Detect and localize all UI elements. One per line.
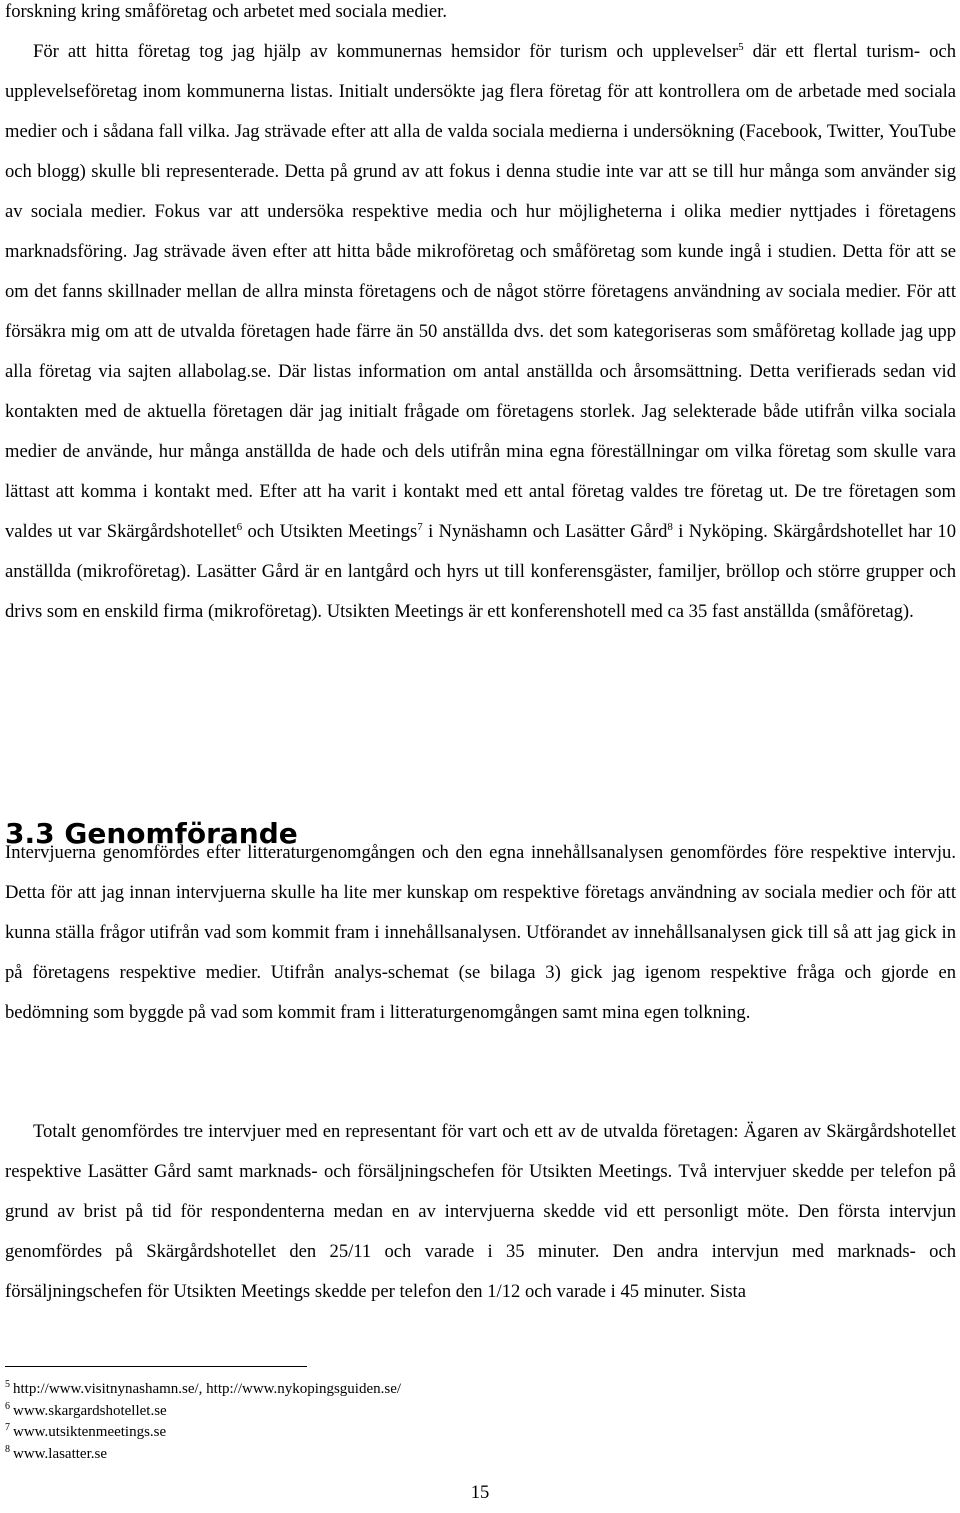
section-number: 3.3: [5, 817, 55, 850]
footnote-number: 8: [5, 1443, 10, 1455]
footnote-ref-8: 8: [667, 520, 673, 533]
footnote-number: 6: [5, 1400, 10, 1412]
paragraph-continuation: forskning kring småföretag och arbetet med sociala medier.: [5, 1, 447, 22]
paragraph-text: För att hitta företag tog jag hjälp av kommunernas hemsidor för turism och upplevelser: [33, 41, 739, 62]
footnote-7: [5, 1422, 401, 1444]
footnote-separator: [5, 1366, 307, 1367]
section-title: Genomförande: [64, 817, 298, 850]
paragraph-text: där ett flertal turism- och upplevelseföretag inom kommunerna listas. Initialt undersökte jag flera företag för att kontrollera om de arbetade med sociala medier och i sådana fall vilka. Jag strävade efter att alla de valda sociala medierna i undersökning (Facebook, Twitter, YouTube och blogg) skulle bli representerade. Detta på grund av att fokus i denna studie inte var att se till hur många som använder sig av sociala medier. Fokus var att undersöka respektive media och hur möjligheterna i olika medier nyttjades i företagens marknadsföring. Jag strävade även efter att hitta både mikroföretag och småföretag som kunde ingå i studien. Detta för att se om det fanns skillnader mellan de allra minsta företagens och de något större företagens användning av sociala medier. För att försäkra mig om att de utvalda företagen hade färre än 50 anställda dvs. det som kategoriseras som småföretag kollade jag upp alla företag via sajten allabolag.se. Där listas information om antal anställda och årsomsättning. Detta verifierads sedan vid kontakten med de aktuella företagen där jag initialt frågade om företagens storlek. Jag selekterade både utifrån vilka sociala medier de använde, hur många anställda de hade och dels utifrån mina egna föreställningar om vilka företag som skulle vara lättast att komma i kontakt med. Efter att ha varit i kontakt med ett antal företag valdes tre företag ut. De tre företagen som valdes ut var Skärgårdshotellet: [5, 41, 957, 542]
footnote-text: www.utsiktenmeetings.se: [13, 1424, 167, 1440]
body-paragraph-1: [5, 0, 956, 632]
footnote-ref-6: 6: [236, 520, 243, 533]
paragraph-text: och Utsikten Meetings: [242, 521, 418, 542]
footnote-6: [5, 1401, 401, 1423]
footnote-8: [5, 1444, 401, 1466]
footnote-text: http://www.visitnynashamn.se/, http://www.nykopingsguiden.se/: [13, 1381, 402, 1397]
footnote-number: 7: [5, 1422, 10, 1433]
paragraph-text: i Nynäshamn och Lasätter Gård: [422, 521, 668, 542]
paragraph-text: i Nyköping. Skärgårdshotellet har 10 anställda (mikroföretag). Lasätter Gård är en lantgård och hyrs ut till konferensgäster, familjer, bröllop och större grupper och drivs som en enskild firma (mikroföretag). Utsikten Meetings är ett konferenshotell med ca 35 fast anställda (småföretag).: [5, 521, 957, 622]
footnote-5: [5, 1379, 401, 1401]
footnote-ref-7: 7: [417, 520, 423, 533]
footnote-number: 5: [5, 1379, 10, 1390]
footnote-text: www.lasatter.se: [13, 1445, 107, 1462]
body-paragraph-2: Intervjuerna genomfördes efter litteraturgenomgången och den egna innehållsanalysen genomfördes före respektive intervju. Detta för att jag innan intervjuerna skulle ha lite mer kunskap om respektive företags användning av sociala medier och för att kunna ställa frågor utifrån vad som kommit fram i innehållsanalysen. Utförandet av innehållsanalysen gick till så att jag gick in på företagens respektive medier. Utifrån analys-schemat (se bilaga 3) gick jag igenom respektive fråga och gjorde en bedömning som byggde på vad som kommit fram i litteraturgenomgången samt mina egen tolkning.: [5, 842, 956, 1023]
body-paragraph-3: Totalt genomfördes tre intervjuer med en representant för vart och ett av de utvalda företagen: Ägaren av Skärgårdshotellet respektive Lasätter Gård samt marknads- och försäljningschefen för Utsikten Meetings. Två intervjuer skedde per telefon på grund av brist på tid för respondenterna medan en av intervjuerna skedde vid ett personligt möte. Den första intervjun genomfördes på Skärgårdshotellet den 25/11 och varade i 35 minuter. Den andra intervjun med marknads- och försäljningschefen för Utsikten Meetings skedde per telefon den 1/12 och varade i 45 minuter. Sista: [5, 1121, 956, 1302]
page-number: 15: [470, 1482, 490, 1503]
footnote-ref-5: 5: [738, 40, 744, 53]
footnote-text: www.skargardshotellet.se: [13, 1402, 167, 1419]
footnotes: [5, 1379, 401, 1465]
